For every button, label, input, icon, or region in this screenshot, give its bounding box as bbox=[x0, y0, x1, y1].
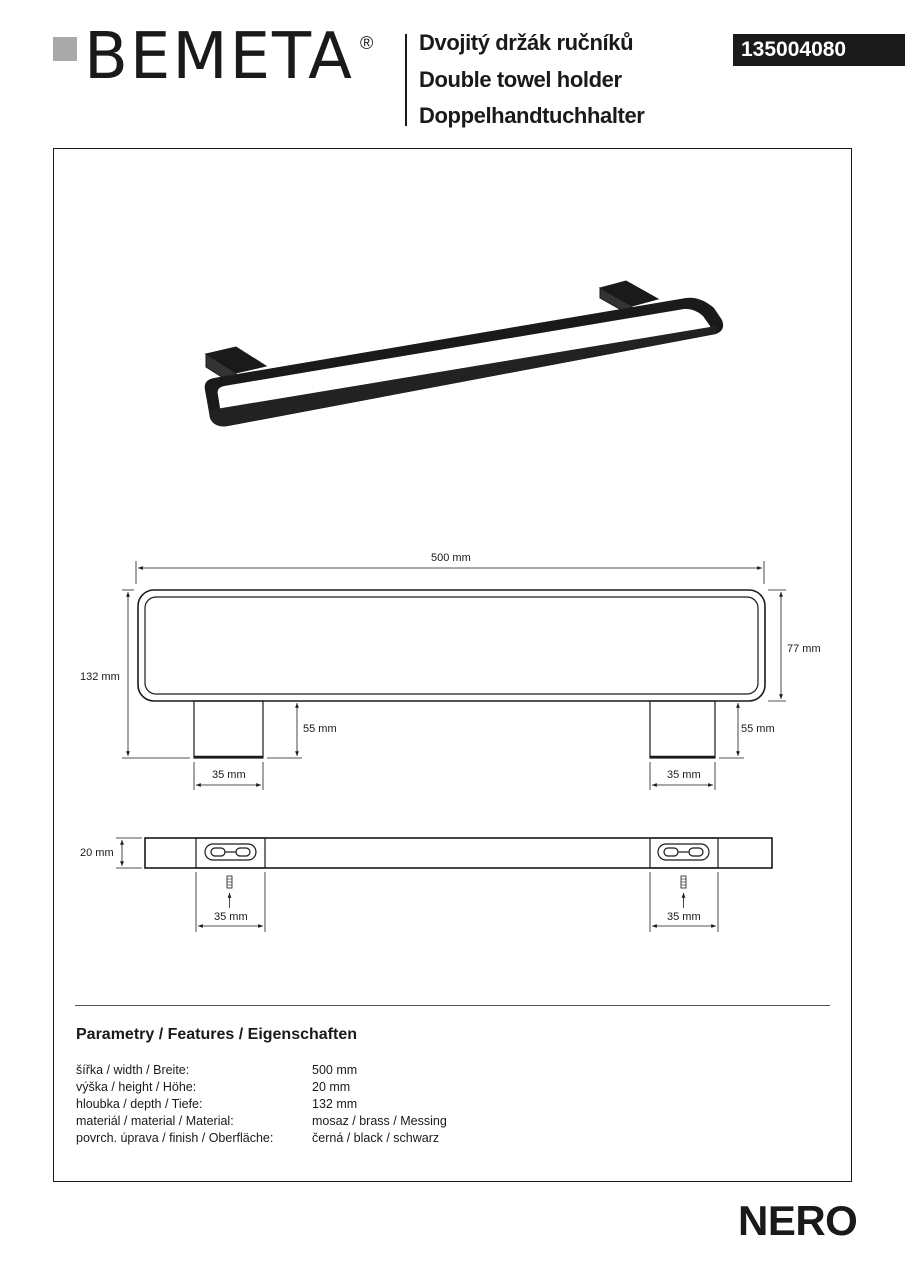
title-german: Doppelhandtuchhalter bbox=[419, 103, 645, 128]
section-divider bbox=[75, 1005, 830, 1006]
dim-depth: 132 mm bbox=[80, 671, 120, 683]
series-name: NERO bbox=[738, 1197, 858, 1244]
dim-bracket-left: 55 mm bbox=[303, 723, 337, 735]
dim-mount-right: 35 mm bbox=[667, 911, 701, 923]
spec-value: mosaz / brass / Messing bbox=[312, 1114, 447, 1128]
title-czech: Dvojitý držák ručníků bbox=[419, 30, 634, 55]
spec-value: 132 mm bbox=[312, 1097, 358, 1111]
brand-logo: BEMETA bbox=[84, 20, 354, 94]
spec-label: materiál / material / Material: bbox=[76, 1114, 234, 1128]
dim-mount-left: 35 mm bbox=[214, 911, 248, 923]
spec-value: 500 mm bbox=[312, 1063, 358, 1077]
spec-label: hloubka / depth / Tiefe: bbox=[76, 1097, 203, 1111]
features-title: Parametry / Features / Eigenschaften bbox=[76, 1026, 357, 1043]
spec-label: povrch. úprava / finish / Oberfläche: bbox=[76, 1131, 274, 1145]
spec-label: šířka / width / Breite: bbox=[76, 1063, 190, 1077]
spec-label: výška / height / Höhe: bbox=[76, 1080, 197, 1094]
dim-width: 500 mm bbox=[431, 552, 471, 564]
dim-bracket-right: 55 mm bbox=[741, 723, 775, 735]
product-illustration bbox=[205, 281, 723, 426]
dim-bar-depth: 77 mm bbox=[787, 643, 821, 655]
dim-bracket-width-left: 35 mm bbox=[212, 769, 246, 781]
product-code-badge: 135004080 bbox=[733, 34, 905, 66]
registered-mark: ® bbox=[360, 33, 374, 53]
dim-bracket-width-right: 35 mm bbox=[667, 769, 701, 781]
dim-height: 20 mm bbox=[80, 847, 114, 859]
spec-value: černá / black / schwarz bbox=[312, 1131, 440, 1145]
title-english: Double towel holder bbox=[419, 67, 622, 92]
spec-value: 20 mm bbox=[312, 1080, 351, 1094]
